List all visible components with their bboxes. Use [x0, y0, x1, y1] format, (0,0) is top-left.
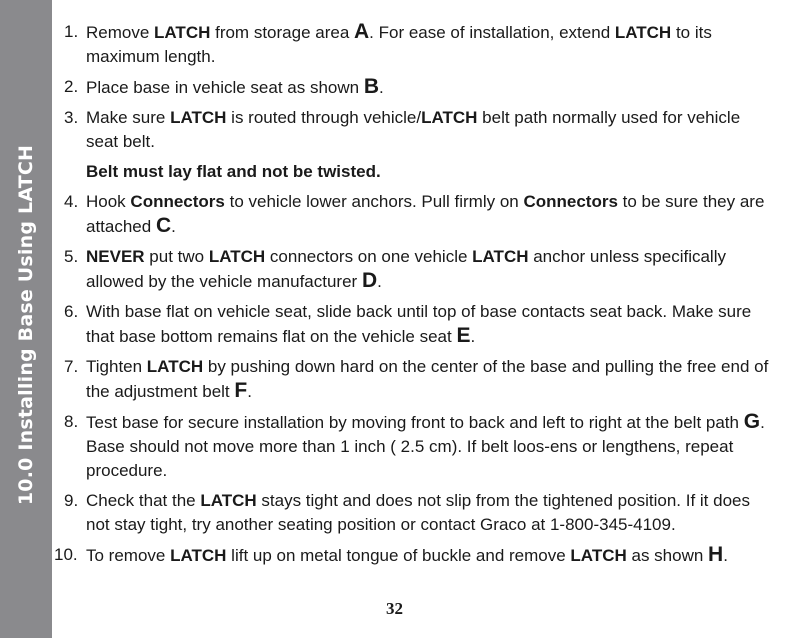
bold-term: Connectors: [130, 192, 225, 211]
step-text: Make sure: [86, 108, 171, 127]
step-text: .: [247, 382, 252, 401]
bold-term: LATCH: [170, 108, 227, 127]
step-text: Place base in vehicle seat as shown: [86, 78, 364, 97]
step-text: anchor unless specifically allowed by the vehicle manufacturer: [86, 247, 726, 291]
step-text: to be sure they are attached: [86, 192, 765, 236]
bold-term: LATCH: [200, 491, 257, 510]
instruction-step: [64, 190, 774, 239]
instruction-step: [64, 75, 774, 100]
instruction-step: [64, 410, 774, 483]
figure-reference: B: [363, 75, 379, 98]
step-number: 6.: [64, 302, 79, 321]
bold-term: LATCH: [472, 247, 529, 266]
step-text: .: [723, 546, 728, 565]
step-text: from storage area: [210, 23, 354, 42]
instruction-step: [64, 489, 774, 537]
step-text: Tighten: [86, 357, 147, 376]
step-text: put two: [144, 247, 209, 266]
step-text: belt path normally used for vehicle seat belt.: [86, 108, 741, 151]
bold-term: LATCH: [421, 108, 478, 127]
step-text: to its maximum length.: [86, 23, 712, 66]
section-sidebar: [0, 0, 52, 638]
bold-term: LATCH: [154, 23, 211, 42]
step-text: by pushing down hard on the center of the base and pulling the free end of the adjustment belt: [86, 357, 769, 401]
warning-note: Belt must lay flat and not be twisted.: [86, 162, 381, 181]
instructions-list: [54, 20, 774, 574]
step-text: . Base should not move more than 1 inch ( 2.5 cm). If belt loos-ens or lengthens, repeat procedure.: [86, 413, 765, 480]
figure-reference: D: [361, 269, 378, 292]
instruction-step: [64, 106, 774, 154]
step-number: 4.: [64, 192, 79, 211]
step-number: 1.: [64, 22, 79, 41]
step-text: Check that the: [86, 491, 201, 510]
step-text: connectors on one vehicle: [265, 247, 473, 266]
instruction-step: [64, 20, 774, 69]
bold-term: LATCH: [570, 546, 627, 565]
step-text: .: [377, 272, 382, 291]
step-text: . For ease of installation, extend: [369, 23, 615, 42]
bold-term: LATCH: [614, 23, 672, 42]
page-number: 32: [386, 599, 403, 618]
instruction-step: [64, 300, 774, 349]
step-text: lift up on metal tongue of buckle and remove: [226, 546, 571, 565]
section-title: 10.0 Installing Base Using LATCH: [15, 144, 37, 506]
instruction-step: [64, 355, 774, 404]
bold-term: LATCH: [170, 546, 227, 565]
step-text: Test base for secure installation by moving front to back and left to right at the belt path: [86, 413, 744, 432]
step-text: stays tight and does not slip from the tightened position. If it does not stay tight, try another seating position or contact Graco at 1-800-345-4109.: [86, 491, 750, 534]
step-number: 2.: [64, 77, 79, 96]
step-text: to vehicle lower anchors. Pull firmly on: [224, 192, 524, 211]
step-text: Hook: [86, 192, 131, 211]
step-number: 9.: [64, 491, 79, 510]
bold-term: LATCH: [208, 247, 266, 266]
figure-reference: A: [354, 20, 370, 43]
bold-term: NEVER: [86, 247, 145, 266]
figure-reference: G: [743, 410, 761, 433]
bold-term: LATCH: [146, 357, 204, 376]
step-text: With base flat on vehicle seat, slide back until top of base contacts seat back. Make sure that base bottom remains flat on the vehicle seat: [86, 302, 752, 346]
step-text: as shown: [626, 546, 709, 565]
figure-reference: C: [155, 214, 172, 237]
step-text: To remove: [86, 546, 171, 565]
step-text: .: [470, 327, 476, 346]
step-text: .: [379, 78, 384, 97]
step-text: is routed through vehicle/: [226, 108, 422, 127]
figure-reference: E: [456, 324, 471, 347]
bold-term: Connectors: [523, 192, 618, 211]
step-text: .: [171, 217, 176, 236]
step-number: 3.: [64, 108, 79, 127]
instruction-step: [54, 543, 774, 568]
figure-reference: H: [708, 543, 724, 566]
figure-reference: F: [234, 379, 248, 402]
step-number: 7.: [64, 357, 79, 376]
step-text: Remove: [86, 23, 155, 42]
step-number: 5.: [64, 247, 79, 266]
step-number: 8.: [64, 412, 79, 431]
step-number: 10.: [54, 545, 78, 564]
instruction-step: [64, 245, 774, 294]
